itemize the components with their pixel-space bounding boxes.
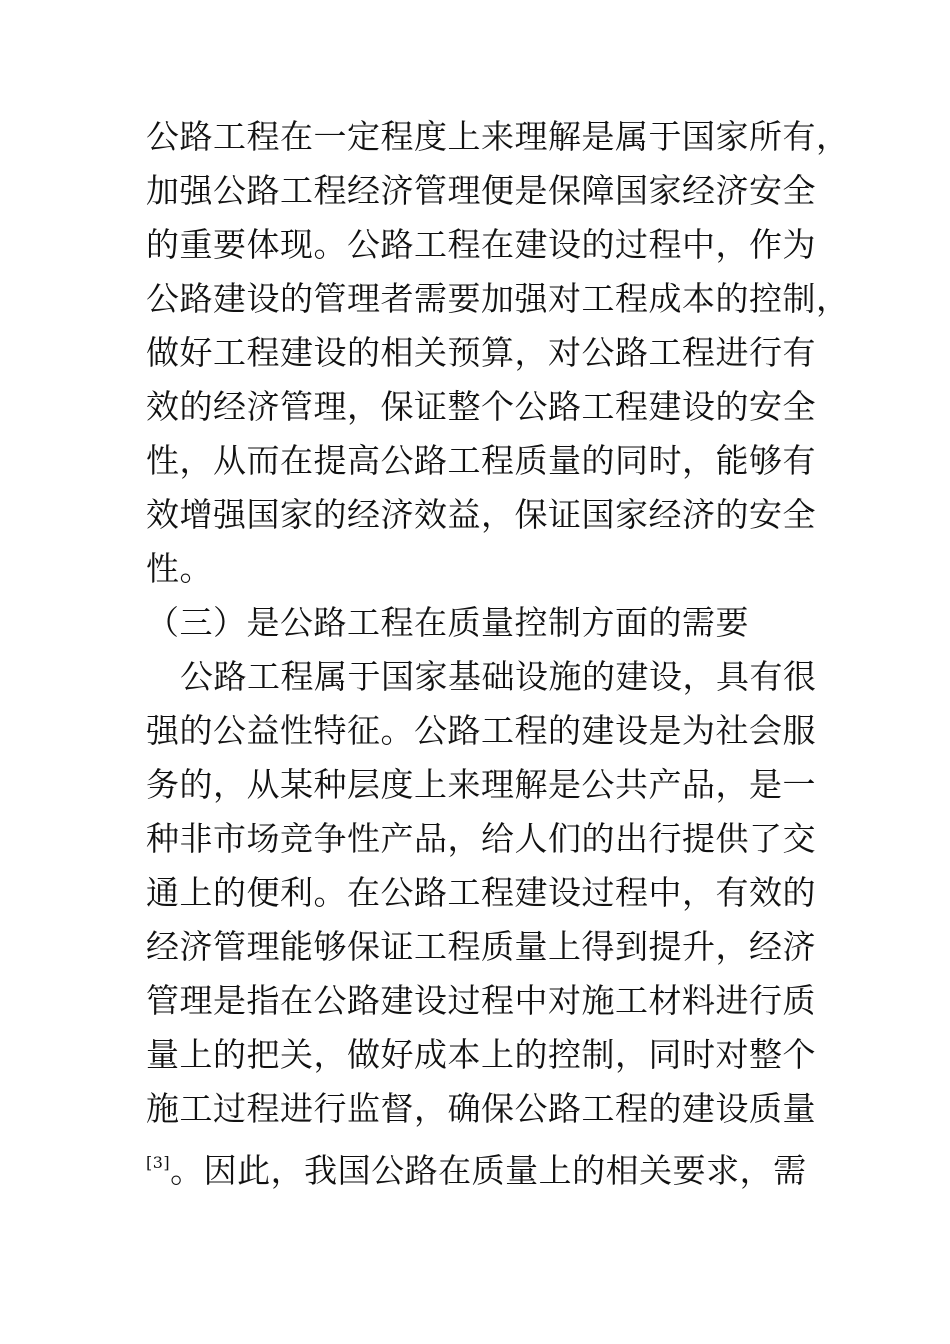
paragraph-2-line-7: 管理是指在公路建设过程中对施工材料进行质	[146, 981, 816, 1020]
paragraph-1-line-3: 的重要体现。公路工程在建设的过程中，作为	[146, 225, 816, 264]
paragraph-2-line-2: 强的公益性特征。公路工程的建设是为社会服	[146, 711, 816, 750]
paragraph-1-line-1: 公路工程在一定程度上来理解是属于国家所有，	[146, 117, 850, 156]
paragraph-2-line-10	[146, 1143, 807, 1191]
paragraph-1-line-6: 效的经济管理，保证整个公路工程建设的安全	[146, 387, 816, 426]
paragraph-2-line-8: 量上的把关，做好成本上的控制，同时对整个	[146, 1035, 816, 1074]
paragraph-2-line-3: 务的，从某种层度上来理解是公共产品，是一	[146, 765, 816, 804]
paragraph-2-line-6: 经济管理能够保证工程质量上得到提升，经济	[146, 927, 816, 966]
paragraph-2-line-5: 通上的便利。在公路工程建设过程中，有效的	[146, 873, 816, 912]
paragraph-2-line-9: 施工过程进行监督，确保公路工程的建设质量	[146, 1089, 816, 1128]
paragraph-1-line-7: 性，从而在提高公路工程质量的同时，能够有	[146, 441, 816, 480]
paragraph-1-line-9: 性。	[146, 549, 213, 588]
paragraph-2-line-4: 种非市场竞争性产品，给人们的出行提供了交	[146, 819, 816, 858]
citation-marker: [3]	[146, 1153, 171, 1172]
paragraph-1-line-4: 公路建设的管理者需要加强对工程成本的控制，	[146, 279, 850, 318]
paragraph-2-last-line-text: 。因此，我国公路在质量上的相关要求，需	[170, 1151, 807, 1190]
paragraph-1-line-5: 做好工程建设的相关预算，对公路工程进行有	[146, 333, 816, 372]
paragraph-2-line-1: 公路工程属于国家基础设施的建设，具有很	[180, 657, 817, 696]
section-heading: （三）是公路工程在质量控制方面的需要	[146, 603, 749, 642]
paragraph-1-line-2: 加强公路工程经济管理便是保障国家经济安全	[146, 171, 816, 210]
paragraph-1-line-8: 效增强国家的经济效益，保证国家经济的安全	[146, 495, 816, 534]
